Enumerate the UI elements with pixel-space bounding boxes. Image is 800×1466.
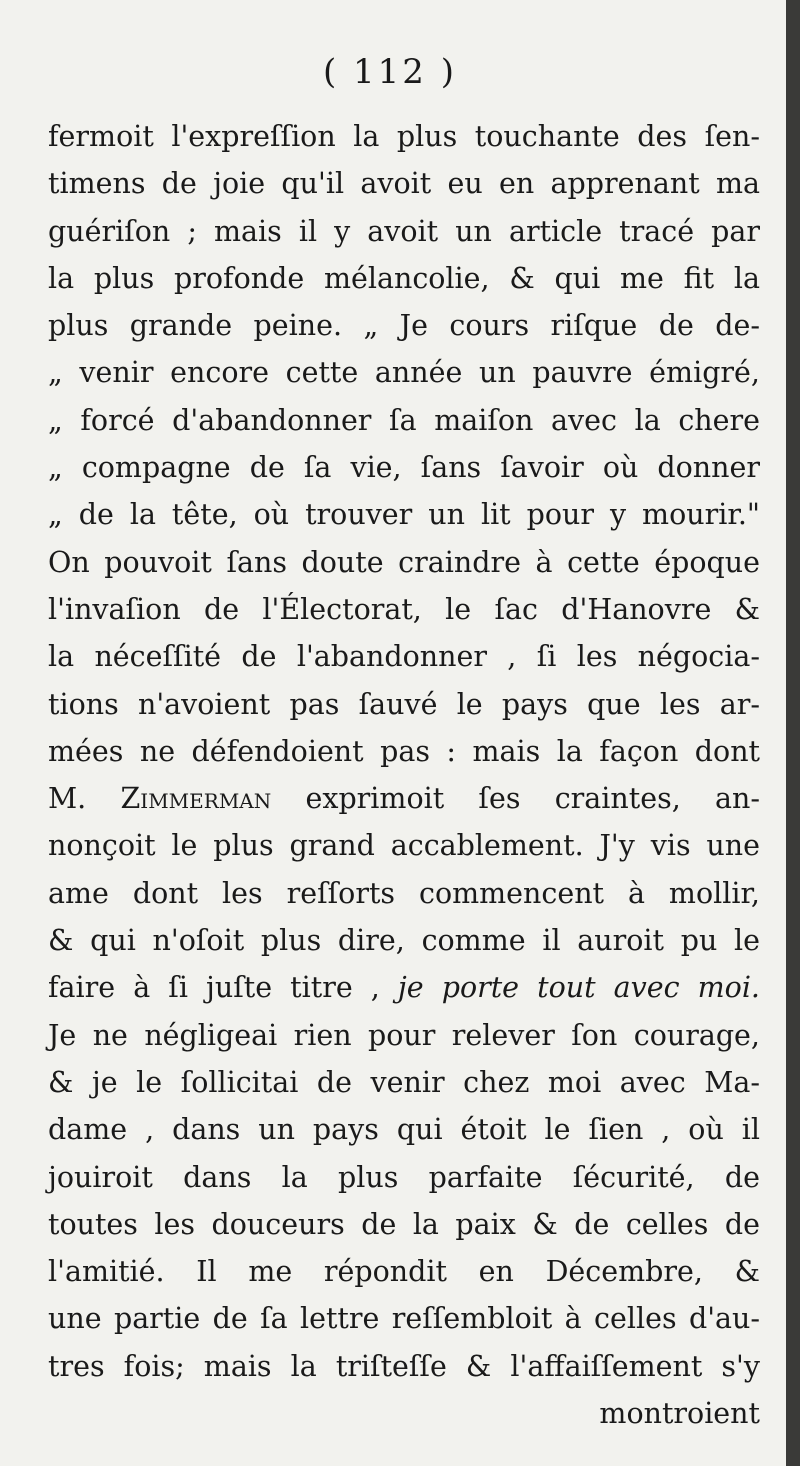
text-line: toutes les douceurs de la paix & de celles de (48, 1207, 760, 1241)
text-fragment: exprimoit ſes craintes, an- (271, 782, 760, 816)
text-line (48, 964, 760, 1011)
text-line: l'invaſion de l'Électorat, le ſac d'Hanovre & (48, 592, 760, 626)
text-line: dame , dans un pays qui étoit le ſien , où il (48, 1113, 760, 1147)
text-line: mées ne défendoient pas : mais la façon dont (48, 734, 760, 768)
body-text (48, 113, 760, 1437)
page-number: ( 112 ) (322, 52, 458, 92)
text-line: l'amitié. Il me répondit en Décembre, & (48, 1255, 760, 1289)
text-line: timens de joie qu'il avoit eu en apprenant ma (48, 167, 760, 201)
text-line: jouiroit dans la plus parfaite ſécurité, de (48, 1160, 760, 1194)
text-line: & qui n'oſoit plus dire, comme il auroit pu le (48, 924, 760, 958)
text-line: fermoit l'expreſſion la plus touchante des ſen- (48, 120, 760, 153)
author-name: Zimmerman (120, 782, 272, 816)
text-line: Je ne négligeai rien pour relever ſon courage, (48, 1018, 760, 1052)
quote-line: „ de la tête, où trouver un lit pour y mourir." (48, 498, 760, 532)
italic-quote: je porte tout avec moi. (397, 971, 760, 1005)
text-fragment: faire à ſi juſte titre , (48, 971, 398, 1005)
text-line: la plus profonde mélancolie, & qui me fit la (48, 261, 760, 295)
quote-line: „ venir encore cette année un pauvre émigré, (48, 356, 760, 390)
text-line: plus grande peine. „ Je cours riſque de de- (48, 309, 760, 343)
text-line: & je le ſollicitai de venir chez moi avec Ma- (48, 1065, 760, 1099)
text-line: nonçoit le plus grand accablement. J'y vis une (48, 829, 760, 863)
text-line: une partie de ſa lettre reſſembloit à celles d'au- (48, 1302, 760, 1336)
text-line: la néceſſité de l'abandonner , ſi les négocia- (48, 640, 760, 674)
catchword: montroient (599, 1397, 760, 1431)
text-fragment: M. (48, 782, 121, 816)
quote-line: „ forcé d'abandonner ſa maiſon avec la chere (48, 403, 760, 437)
text-line: ame dont les reſſorts commencent à mollir, (48, 876, 760, 910)
text-line: guériſon ; mais il y avoit un article tracé par (48, 214, 760, 248)
text-line: On pouvoit ſans doute craindre à cette époque (48, 545, 760, 579)
quote-line: „ compagne de ſa vie, ſans ſavoir où donner (48, 451, 760, 485)
text-line: tres fois; mais la triſteſſe & l'affaiſſement s'y (48, 1349, 760, 1383)
text-line (48, 775, 760, 822)
text-line: tions n'avoient pas ſauvé le pays que les ar- (48, 687, 760, 721)
